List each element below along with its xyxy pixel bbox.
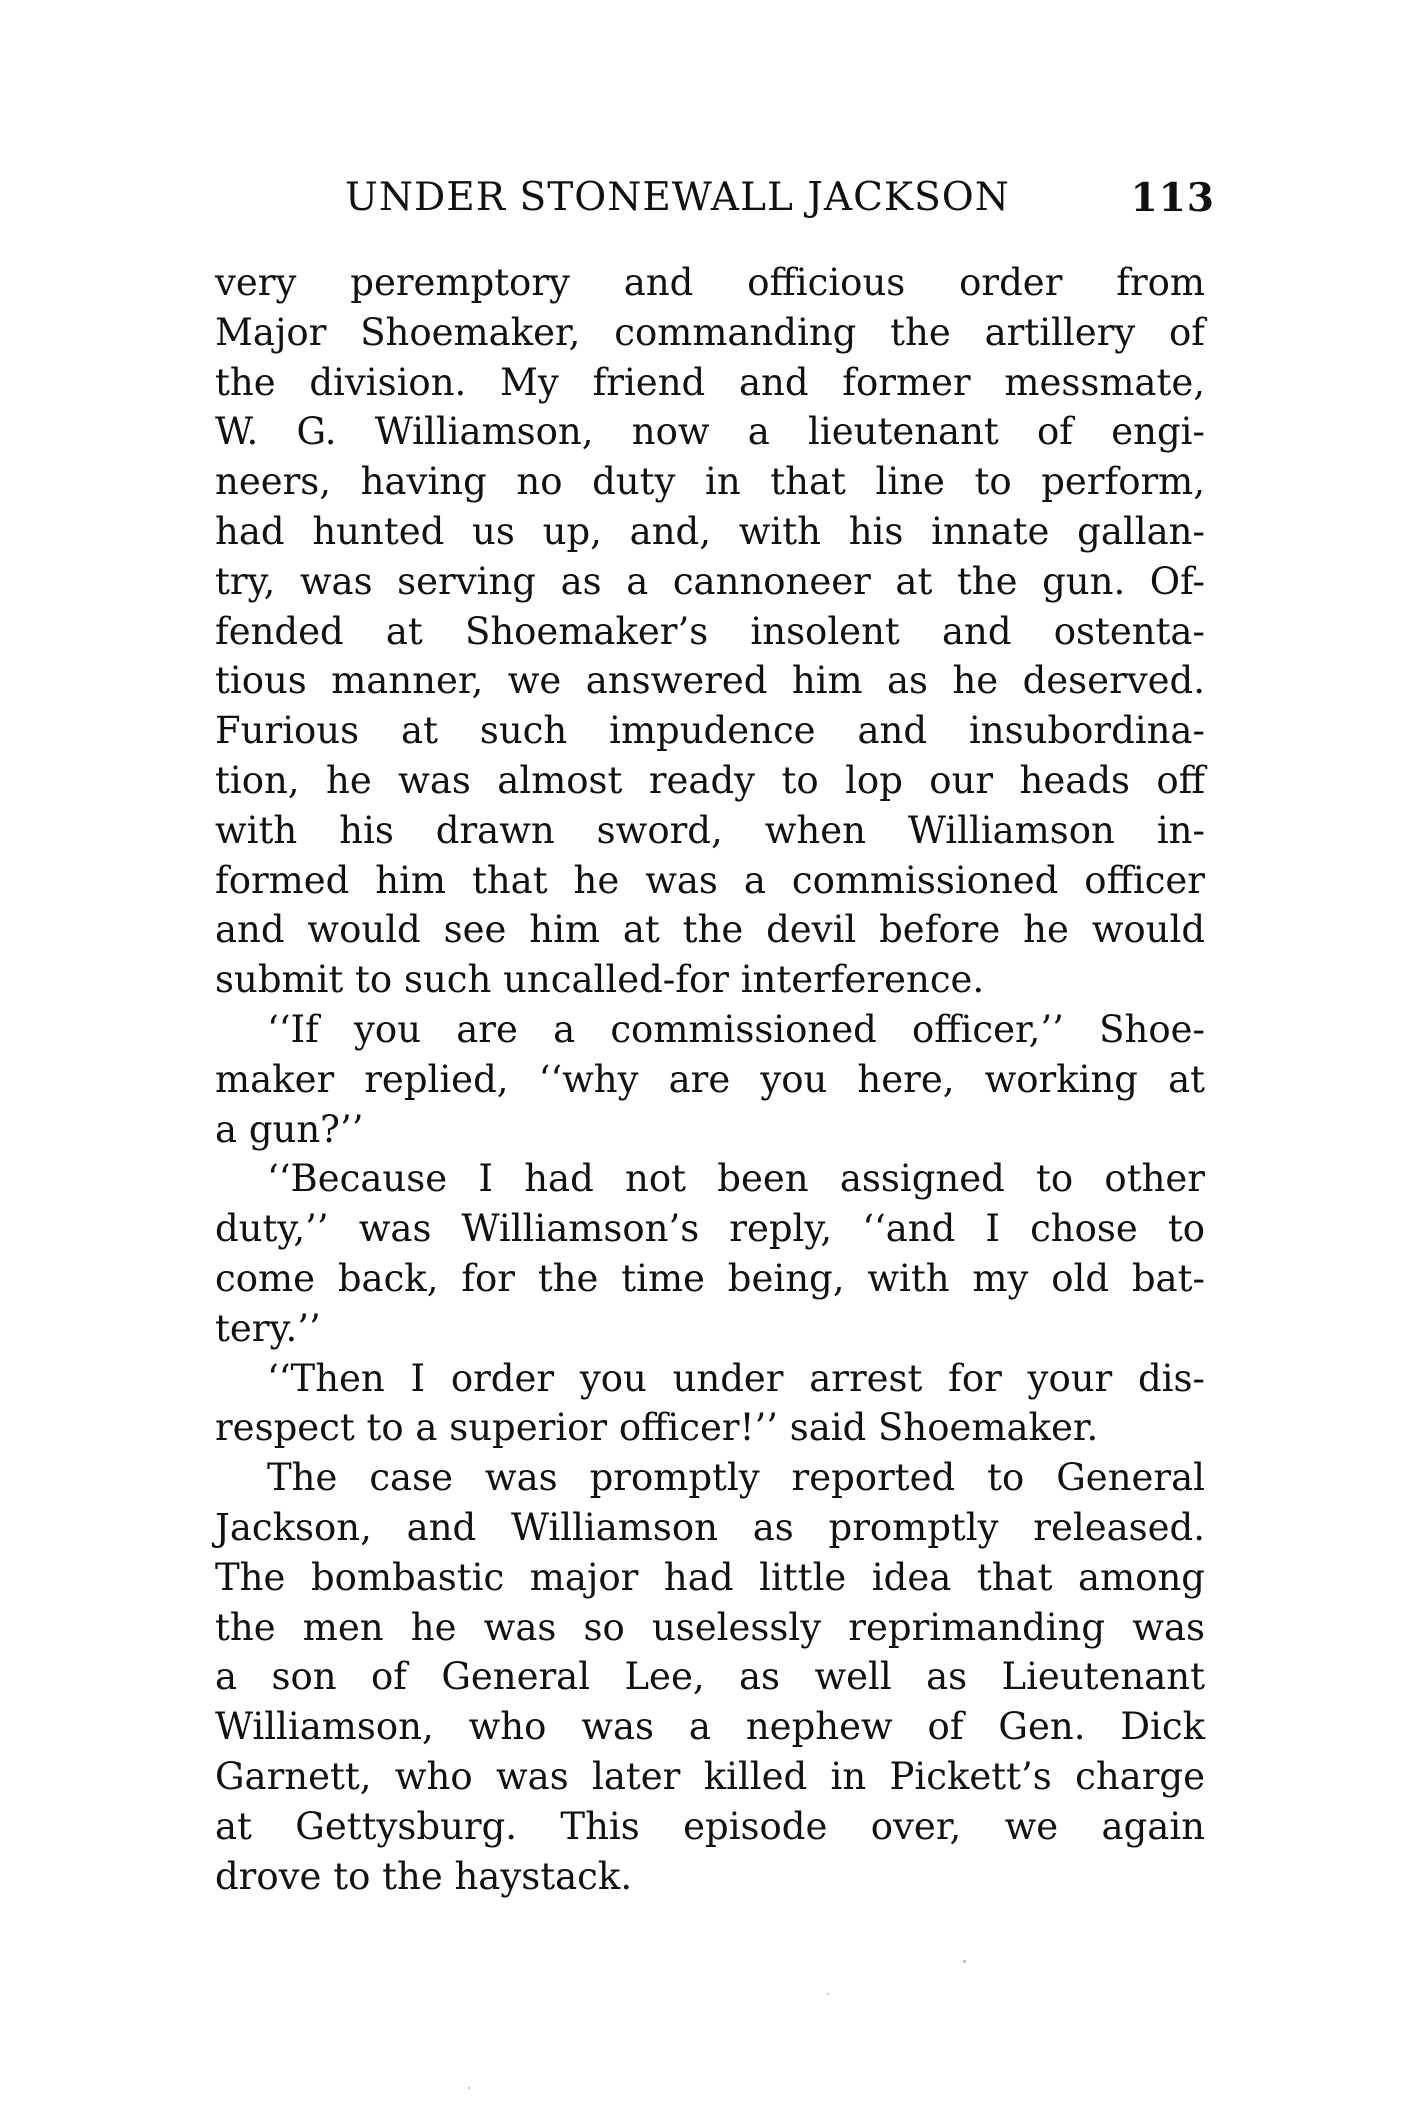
text-line: ‘‘If you are a commissioned officer,’’ Shoe- [267,1007,1205,1051]
text-line: ‘‘Because I had not been assigned to other [267,1157,1205,1201]
text-line: a gun?’’ [215,1107,364,1151]
text-line: come back, for the time being, with my old bat- [215,1256,1205,1300]
text-line: Garnett, who was later killed in Pickett’s charge [215,1754,1205,1798]
text-line: Williamson, who was a nephew of Gen. Dick [215,1705,1205,1749]
text-line: and would see him at the devil before he would [215,908,1205,952]
text-line: the men he was so uselessly reprimanding was [215,1605,1205,1649]
text-line: The case was promptly reported to General [267,1456,1205,1500]
text-line: drove to the haystack. [215,1854,633,1898]
text-line: respect to a superior officer!’’ said Shoemaker. [215,1406,1099,1450]
running-head [345,168,1215,228]
text-line: Jackson, and Williamson as promptly released. [215,1505,1205,1549]
paper-speck [827,1993,829,1995]
text-line: very peremptory and officious order from [215,261,1205,304]
text-line: had hunted us up, and, with his innate gallan- [215,509,1205,553]
text-line: Major Shoemaker, commanding the artillery of [215,310,1205,354]
text-line: Furious at such impudence and insubordina- [215,709,1205,753]
text-line: neers, having no duty in that line to perform, [215,460,1205,504]
page-number: 113 [1130,175,1215,221]
text-line: the division. My friend and former messmate, [215,360,1205,404]
text-line: submit to such uncalled-for interference. [215,958,985,1002]
text-line: a son of General Lee, as well as Lieutenant [215,1655,1205,1699]
paragraph [215,1154,1205,1353]
text-line: at Gettysburg. This episode over, we again [215,1804,1205,1848]
text-line: with his drawn sword, when Williamson in- [215,808,1205,852]
text-line: tery.’’ [215,1306,321,1350]
text-line: tion, he was almost ready to lop our heads off [215,758,1205,802]
paragraph [215,1453,1205,1901]
text-line: tious manner, we answered him as he deserved. [215,659,1205,703]
text-line: duty,’’ was Williamson’s reply, ‘‘and I chose to [215,1207,1205,1251]
text-line: maker replied, ‘‘why are you here, working at [215,1057,1205,1101]
paper-speck [963,1960,966,1963]
text-line: try, was serving as a cannoneer at the gun. Of- [215,559,1205,603]
text-line: W. G. Williamson, now a lieutenant of engi- [215,410,1205,454]
text-line: fended at Shoemaker’s insolent and ostenta- [215,609,1205,653]
text-line: The bombastic major had little idea that among [215,1555,1205,1599]
running-title: UNDER STONEWALL JACKSON [345,175,1010,220]
paragraph [215,1005,1205,1154]
body-text [215,258,1205,1901]
paragraph [215,258,1205,1005]
text-line: formed him that he was a commissioned officer [215,858,1205,902]
text-line: ‘‘Then I order you under arrest for your dis- [267,1356,1205,1400]
paragraph [215,1354,1205,1454]
paper-speck [468,2087,470,2089]
